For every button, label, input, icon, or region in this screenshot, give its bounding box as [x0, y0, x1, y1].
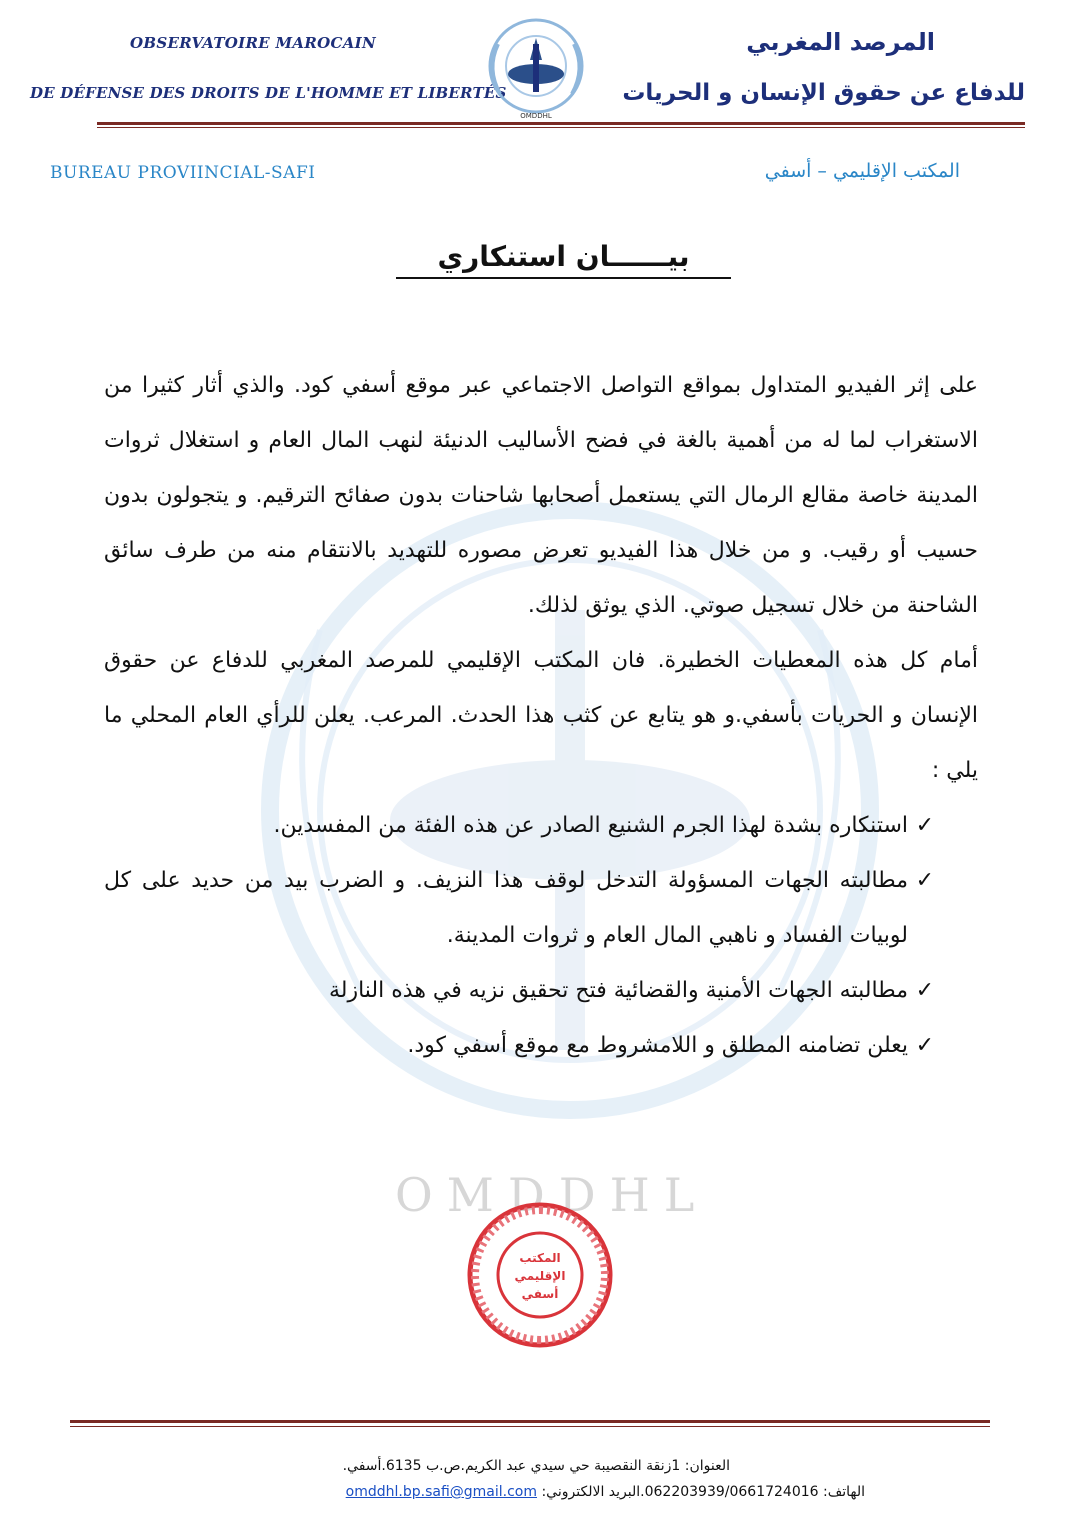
checkmark-icon: ✓ — [915, 813, 934, 838]
header-french-line-1: OBSERVATOIRE MAROCAIN — [130, 34, 376, 52]
list-item: ✓ مطالبته الجهات الأمنية والقضائية فتح تحقيق نزيه في هذه النازلة — [104, 963, 978, 1018]
statement-body — [104, 358, 978, 1073]
watermark-letters: OMDDHL — [395, 1168, 709, 1222]
footer-address: العنوان: 1زنقة النقصيبة حي سيدي عبد الكريم.ص.ب 6135.أسفي. — [342, 1458, 730, 1474]
header-arabic-line-2: للدفاع عن حقوق الإنسان و الحريات — [622, 80, 1025, 106]
header-rule — [97, 122, 1025, 125]
footer-phone: الهاتف: 062203939/0661724016.البريد الالكتروني: — [541, 1484, 865, 1500]
checkmark-icon: ✓ — [915, 978, 934, 1003]
header-french-line-2: DE DÉFENSE DES DROITS DE L'HOMME ET LIBERTÉS — [30, 84, 507, 102]
list-item: ✓ استنكاره بشدة لهذا الجرم الشنيع الصادر عن هذه الفئة من المفسدين. — [104, 798, 978, 853]
bureau-arabic: المكتب الإقليمي – أسفي — [764, 160, 960, 182]
office-stamp-icon — [460, 1200, 620, 1350]
header-rule-thin — [97, 127, 1025, 128]
list-item: ✓ يعلن تضامنه المطلق و اللامشروط مع موقع أسفي كود. — [104, 1018, 978, 1073]
footer-rule-thin — [70, 1426, 990, 1427]
svg-text:المكتب: المكتب — [519, 1251, 561, 1265]
organization-logo-icon — [478, 14, 594, 124]
email-link[interactable]: omddhl.bp.safi@gmail.com — [345, 1484, 538, 1500]
document-title: بيــــــان استنكاري — [396, 240, 731, 279]
list-item: ✓ مطالبته الجهات المسؤولة التدخل لوقف هذا النزيف. و الضرب بيد من حديد على كل لوبيات الفساد و ناهبي المال العام و ثروات المدينة. — [104, 853, 978, 963]
demands-list — [104, 798, 978, 1073]
checkmark-icon: ✓ — [915, 1033, 934, 1058]
bureau-french: BUREAU PROVIINCIAL-SAFI — [50, 163, 316, 183]
footer-rule — [70, 1420, 990, 1423]
svg-text:الإقليمي: الإقليمي — [514, 1269, 566, 1283]
svg-text:OMDDHL: OMDDHL — [520, 112, 552, 120]
footer-contact — [346, 1484, 865, 1500]
svg-text:أسفي: أسفي — [521, 1287, 559, 1301]
paragraph-2: أمام كل هذه المعطيات الخطيرة. فان المكتب الإقليمي للمرصد المغربي للدفاع عن حقوق الإنسان و الحريات بأسفي.و هو يتابع عن كثب هذا الحدث. المرعب. يعلن للرأي العام المحلي ما يلي : — [104, 648, 978, 783]
checkmark-icon: ✓ — [915, 868, 934, 893]
header-arabic-line-1: المرصد المغربي — [746, 28, 935, 56]
paragraph-1: على إثر الفيديو المتداول بمواقع التواصل الاجتماعي عبر موقع أسفي كود. والذي أثار كثيرا من الاستغراب لما له من أهمية بالغة في فضح الأساليب الدنيئة لنهب المال العام و استغلال ثروات المدينة خاصة مقالع الرمال التي يستعمل أصحابها شاحنات بدون صفائح الترقيم. و يتجولون بدون حسيب أو رقيب. و من خلال هذا الفيديو تعرض مصوره للتهديد بالانتقام منه من طرف سائق الشاحنة من خلال تسجيل صوتي. الذي يوثق لذلك. — [104, 373, 978, 618]
